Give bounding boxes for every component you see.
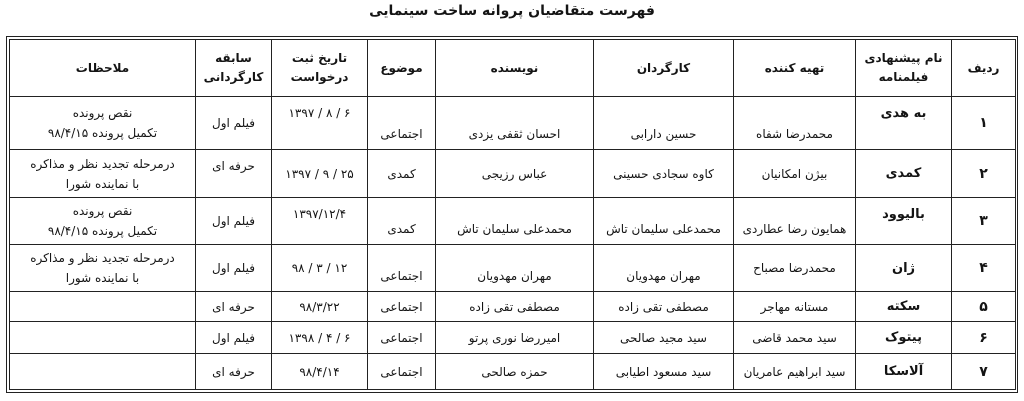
header-subject (368, 40, 436, 97)
row-1-notes (10, 97, 196, 150)
row-5-notes (10, 292, 196, 322)
row-2-film-name: کمدی (856, 150, 952, 198)
header-writer-label: نویسنده (490, 61, 539, 75)
row-3-request-date-value: ۱۳۹۷/۱۲/۴ (292, 207, 347, 221)
header-request-date-line2: درخواست (290, 70, 349, 84)
row-2-director: کاوه سجادی حسینی (594, 150, 734, 198)
row-5-number: ۵ (952, 292, 1016, 322)
row-6-request-date (272, 322, 368, 354)
row-3-request-date (272, 198, 368, 245)
row-2-notes (10, 150, 196, 198)
header-director (594, 40, 734, 97)
header-producer-label: تهیه کننده (764, 61, 825, 75)
row-4-producer: محمدرضا مصباح (734, 245, 856, 292)
row-5-producer: مستانه مهاجر (734, 292, 856, 322)
row-1-notes-line2: تکمیل پرونده ۹۸/۴/۱۵ (47, 126, 158, 140)
row-1-request-date (272, 97, 368, 150)
row-7-number: ۷ (952, 354, 1016, 390)
row-5-subject: اجتماعی (368, 292, 436, 322)
row-1-request-date-value: ۱۳۹۷ / ۸ / ۶ (288, 106, 351, 120)
row-2-producer: بیژن امکانیان (734, 150, 856, 198)
row-5-film-name: سکته (856, 292, 952, 322)
row-2-subject: کمدی (368, 150, 436, 198)
row-7-writer: حمزه صالحی (436, 354, 594, 390)
row-7-request-date (272, 354, 368, 390)
table-row (10, 354, 1016, 390)
row-6-subject: اجتماعی (368, 322, 436, 354)
header-subject-label: موضوع (380, 61, 423, 75)
header-film-name-line2: فیلمنامه (878, 70, 929, 84)
row-1-director: حسین دارابی (594, 97, 734, 150)
row-2-writer: عباس رزیجی (436, 150, 594, 198)
row-4-subject: اجتماعی (368, 245, 436, 292)
table-row (10, 292, 1016, 322)
row-4-writer: مهران مهدویان (436, 245, 594, 292)
row-4-number: ۴ (952, 245, 1016, 292)
row-7-subject: اجتماعی (368, 354, 436, 390)
table-frame (6, 36, 1018, 393)
header-request-date-line1: تاریخ ثبت (291, 51, 348, 65)
row-4-notes (10, 245, 196, 292)
row-3-number: ۳ (952, 198, 1016, 245)
header-request-date (272, 40, 368, 97)
row-3-notes-line1: نقص پرونده (72, 204, 133, 218)
header-experience-line2: کارگردانی (203, 70, 264, 84)
row-7-notes (10, 354, 196, 390)
row-7-producer: سید ابراهیم عامریان (734, 354, 856, 390)
row-1-writer: احسان ثقفی یزدی (436, 97, 594, 150)
page-title: فهرست متقاضیان پروانه ساخت سینمایی (369, 3, 655, 19)
row-5-directing-experience: حرفه ای (196, 292, 272, 322)
header-film-name-line1: نام پیشنهادی (864, 51, 943, 65)
row-2-number: ۲ (952, 150, 1016, 198)
row-6-request-date-value: ۱۳۹۸ / ۴ / ۶ (288, 330, 351, 345)
row-3-director: محمدعلی سلیمان تاش (594, 198, 734, 245)
row-4-notes-line1: درمرحله تجدید نظر و مذاکره (30, 251, 175, 265)
row-3-producer: همایون رضا عطاردی (734, 198, 856, 245)
header-row (10, 40, 1016, 97)
header-writer (436, 40, 594, 97)
row-6-directing-experience: فیلم اول (196, 322, 272, 354)
row-6-writer: امیررضا نوری پرتو (436, 322, 594, 354)
row-1-notes-line1: نقص پرونده (72, 106, 133, 120)
row-2-directing-experience: حرفه ای (196, 150, 272, 198)
row-2-notes-line1: درمرحله تجدید نظر و مذاکره (30, 156, 175, 171)
row-7-directing-experience: حرفه ای (196, 354, 272, 390)
row-3-film-name: بالیوود (856, 198, 952, 245)
row-4-request-date (272, 245, 368, 292)
table-row (10, 245, 1016, 292)
row-3-directing-experience: فیلم اول (196, 198, 272, 245)
header-notes (10, 40, 196, 97)
row-3-writer: محمدعلی سلیمان تاش (436, 198, 594, 245)
row-4-film-name: ژان (856, 245, 952, 292)
table-row (10, 322, 1016, 354)
row-2-notes-line2: با نماینده شورا (65, 176, 140, 191)
row-2-request-date-value: ۱۳۹۷ / ۹ / ۲۵ (285, 166, 354, 181)
row-6-film-name: پیتوک (856, 322, 952, 354)
table-row (10, 97, 1016, 150)
header-director-label: کارگردان (636, 61, 691, 75)
row-5-request-date-value: ۹۸/۳/۲۲ (299, 299, 340, 314)
header-notes-label: ملاحظات (75, 61, 130, 75)
header-producer (734, 40, 856, 97)
row-3-notes-line2: تکمیل پرونده ۹۸/۴/۱۵ (47, 224, 158, 238)
row-7-film-name: آلاسکا (856, 354, 952, 390)
row-4-directing-experience: فیلم اول (196, 245, 272, 292)
row-6-director: سید مجید صالحی (594, 322, 734, 354)
row-1-number: ۱ (952, 97, 1016, 150)
row-7-request-date-value: ۹۸/۴/۱۴ (299, 364, 340, 379)
row-5-writer: مصطفی تقی زاده (436, 292, 594, 322)
row-2-request-date (272, 150, 368, 198)
row-6-number: ۶ (952, 322, 1016, 354)
header-directing-experience (196, 40, 272, 97)
row-5-director: مصطفی تقی زاده (594, 292, 734, 322)
table-row (10, 150, 1016, 198)
row-1-subject: اجتماعی (368, 97, 436, 150)
row-3-subject: کمدی (368, 198, 436, 245)
row-4-director: مهران مهدویان (594, 245, 734, 292)
header-row-number-label: ردیف (967, 61, 1000, 75)
row-5-request-date (272, 292, 368, 322)
row-1-producer: محمدرضا شفاه (734, 97, 856, 150)
row-4-request-date-value: ۹۸ / ۳ / ۱۲ (291, 261, 348, 275)
applicants-table (9, 39, 1016, 390)
row-1-film-name: به هدی (856, 97, 952, 150)
header-experience-line1: سابقه (215, 51, 252, 65)
row-1-directing-experience: فیلم اول (196, 97, 272, 150)
row-3-notes (10, 198, 196, 245)
row-7-director: سید مسعود اطیابی (594, 354, 734, 390)
row-4-notes-line2: با نماینده شورا (65, 271, 140, 285)
header-row-number (952, 40, 1016, 97)
row-6-producer: سید محمد قاضی (734, 322, 856, 354)
header-film-name (856, 40, 952, 97)
row-6-notes (10, 322, 196, 354)
table-row (10, 198, 1016, 245)
